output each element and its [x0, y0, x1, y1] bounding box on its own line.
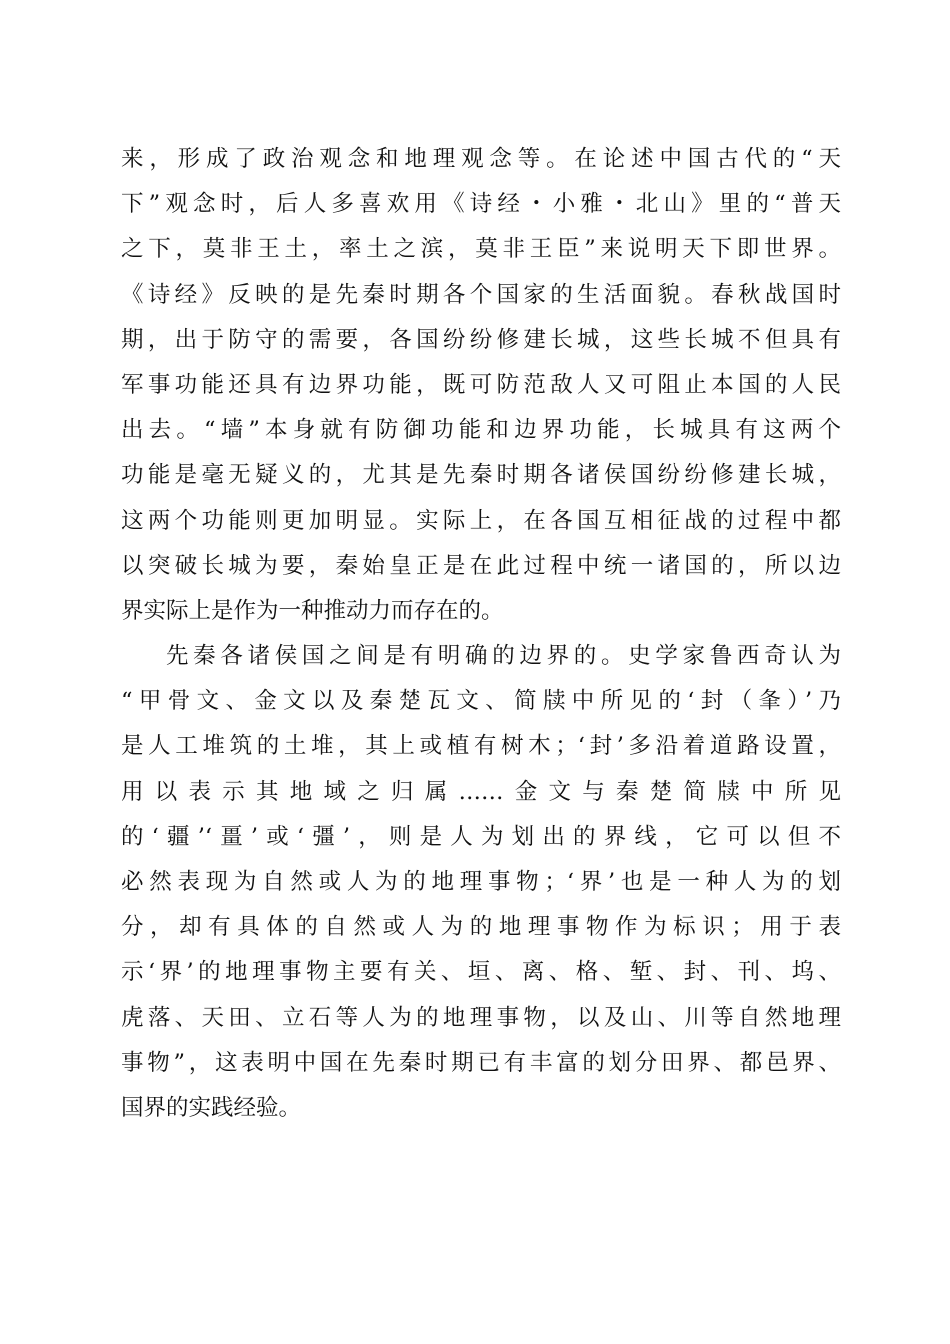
text-line: “甲骨文、金文以及秦楚瓦文、简牍中所见的‘封（夆）’乃: [121, 688, 841, 715]
text-line: 界实际上是作为一种推动力而存在的。: [121, 597, 504, 624]
text-line: 《诗经》反映的是先秦时期各个国家的生活面貌。春秋战国时: [121, 281, 841, 308]
text-line: 事物”，这表明中国在先秦时期已有丰富的划分田界、都邑界、: [121, 1049, 841, 1076]
text-line: 这两个功能则更加明显。实际上，在各国互相征战的过程中都: [121, 507, 841, 534]
text-line: 先秦各诸侯国之间是有明确的边界的。史学家鲁西奇认为: [166, 643, 841, 670]
text-line: 功能是毫无疑义的，尤其是先秦时期各诸侯国纷纷修建长城，: [121, 462, 841, 489]
text-line: 之下，莫非王土，率土之滨，莫非王臣”来说明天下即世界。: [121, 236, 841, 263]
text-line: 出去。“墙”本身就有防御功能和边界功能，长城具有这两个: [121, 417, 841, 444]
text-line: 来，形成了政治观念和地理观念等。在论述中国古代的“天: [121, 146, 841, 172]
paragraph-1: [121, 137, 841, 634]
text-line: 必然表现为自然或人为的地理事物；‘界’也是一种人为的划: [121, 869, 841, 895]
text-line: 期，出于防守的需要，各国纷纷修建长城，这些长城不但具有: [121, 326, 841, 353]
text-line: 军事功能还具有边界功能，既可防范敌人又可阻止本国的人民: [121, 371, 841, 398]
document-body: [121, 137, 841, 1131]
text-line: 分，却有具体的自然或人为的地理事物作为标识；用于表: [121, 914, 841, 941]
text-line: 虎落、天田、立石等人为的地理事物，以及山、川等自然地理: [121, 1004, 841, 1031]
text-line: 以突破长城为要，秦始皇正是在此过程中统一诸国的，所以边: [121, 552, 841, 579]
paragraph-2: [121, 634, 841, 1131]
text-line: 示‘界’的地理事物主要有关、垣、离、格、堑、封、刊、坞、: [121, 959, 841, 986]
text-line: 用以表示其地域之归属……金文与秦楚简牍中所见: [121, 778, 841, 805]
text-line: 的‘疆’‘畺’或‘彊’，则是人为划出的界线，它可以但不: [121, 823, 841, 850]
text-line: 是人工堆筑的土堆，其上或植有树木；‘封’多沿着道路设置，: [121, 733, 841, 760]
text-line: 下”观念时，后人多喜欢用《诗经・小雅・北山》里的“普天: [121, 191, 841, 218]
text-line: 国界的实践经验。: [121, 1094, 302, 1121]
